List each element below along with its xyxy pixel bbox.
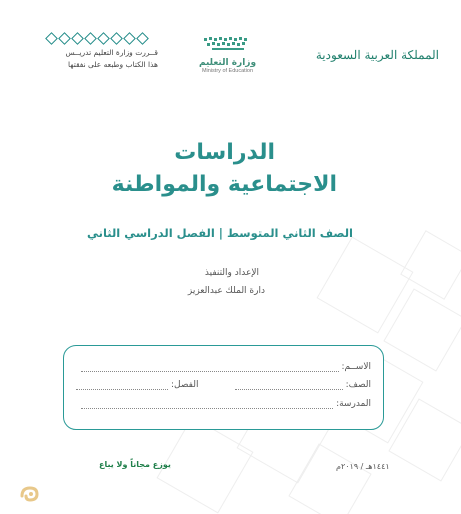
ministry-logo <box>180 36 275 80</box>
prepared-by-organization: دارة الملك عبدالعزيز <box>187 286 265 296</box>
name-dotted-line[interactable] <box>81 363 339 372</box>
decision-text-line-1: قــررت وزارة التعليم تدريــس <box>65 48 158 57</box>
grade-semester-line: الصف الثاني المتوسط | الفصل الدراسي الثاني <box>87 226 353 240</box>
diamond-row-icon <box>46 34 158 43</box>
free-distribution-note: يوزع مجاناً ولا يباع <box>99 460 171 469</box>
edition-year: ١٤٤١هـ / ٢٠١٩م <box>336 462 390 471</box>
decision-block <box>46 34 158 71</box>
decision-text-line-2: هذا الكتاب وطبعه على نفقتها <box>67 60 158 69</box>
ministry-name-arabic: وزارة التعليم <box>198 58 257 68</box>
class-dotted-line[interactable] <box>76 381 168 390</box>
publisher-logo-icon <box>18 484 42 506</box>
book-title-line-1: الدراسات <box>174 140 275 165</box>
grade-field[interactable] <box>235 380 371 390</box>
school-label: المدرسة: <box>336 399 371 409</box>
book-title-line-2: الاجتماعية والمواطنة <box>111 172 337 197</box>
class-field[interactable] <box>76 380 198 390</box>
kingdom-logo <box>315 44 439 66</box>
ministry-emblem-icon <box>202 36 254 54</box>
grade-dotted-line[interactable] <box>235 381 343 390</box>
name-label: الاســم: <box>341 362 371 372</box>
name-field[interactable] <box>81 362 371 372</box>
ministry-name-english: Ministry of Education <box>201 68 254 74</box>
school-dotted-line[interactable] <box>81 400 333 409</box>
grade-label: الصف: <box>345 380 371 390</box>
class-label: الفصل: <box>171 380 199 390</box>
school-field[interactable] <box>81 399 371 409</box>
student-info-box <box>63 345 384 430</box>
prepared-by-label: الإعداد والتنفيذ <box>204 268 259 278</box>
kingdom-logo-text: المملكة العربية السعودية <box>315 48 439 62</box>
